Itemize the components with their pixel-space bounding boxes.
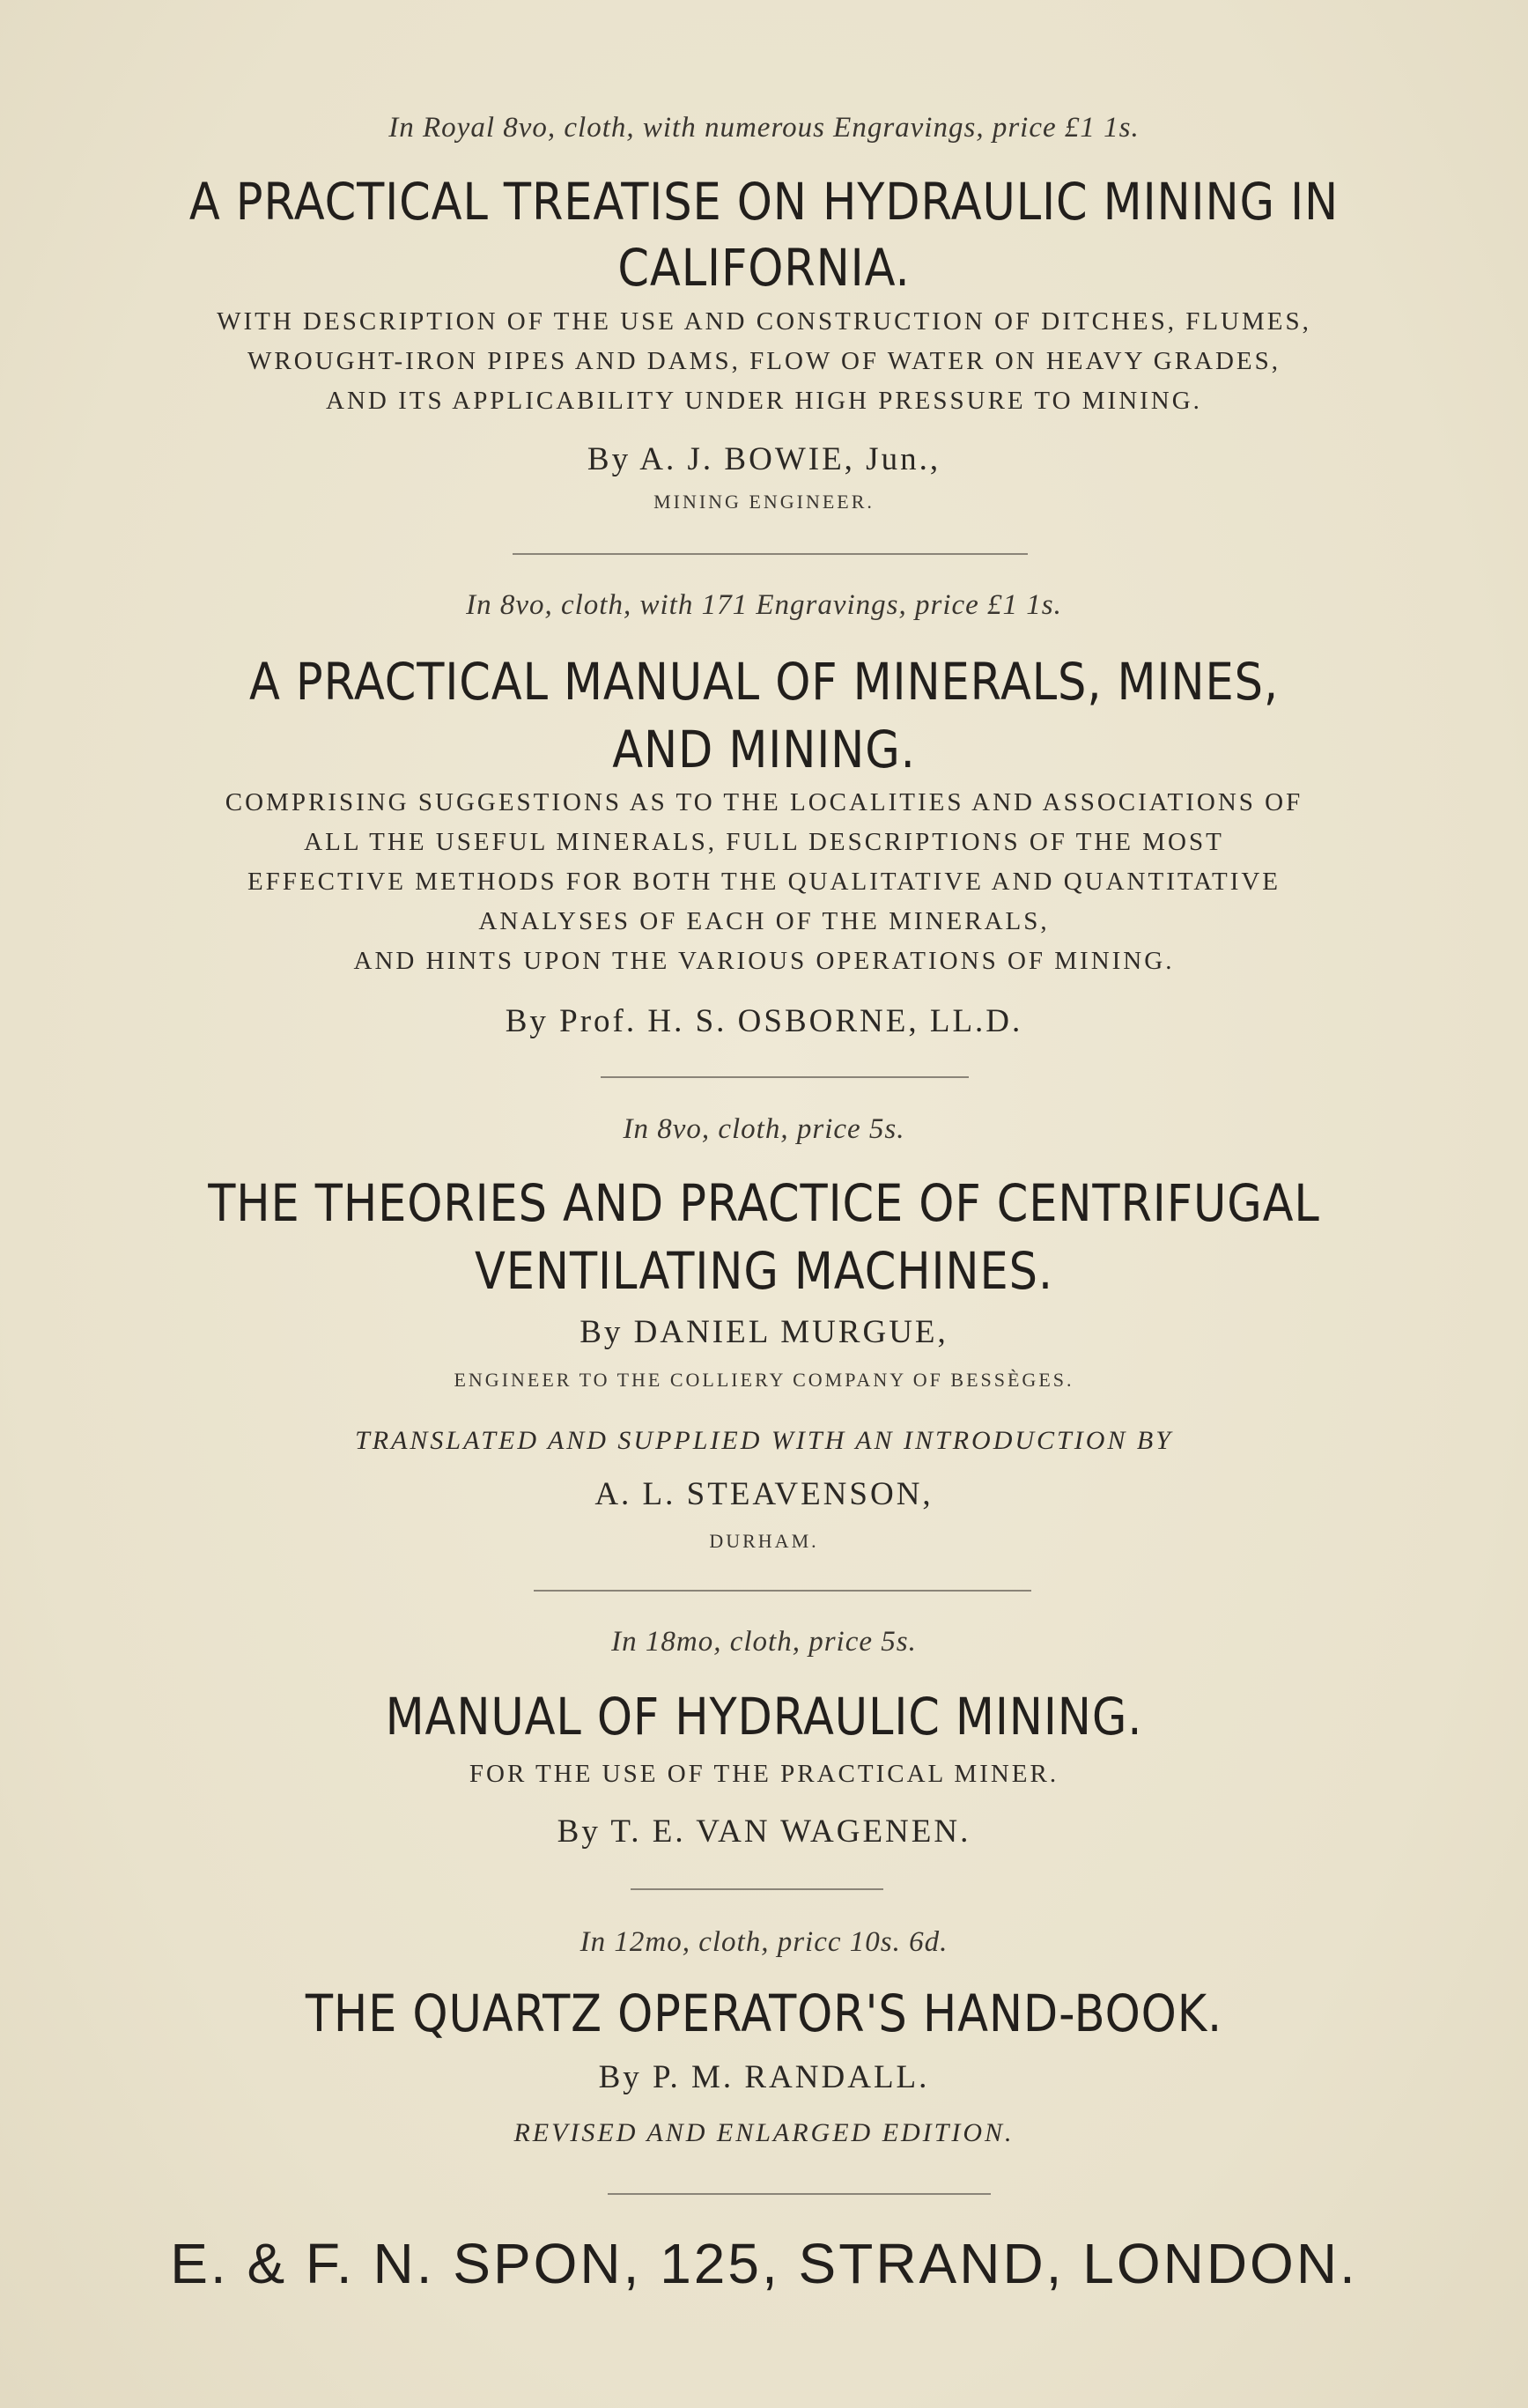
divider [601,1076,969,1078]
book-2-description-line-2: ALL THE USEFUL MINERALS, FULL DESCRIPTIONS OF THE MOST [304,828,1224,856]
book-4-subtitle: FOR THE USE OF THE PRACTICAL MINER. [469,1760,1059,1788]
book-2-description-line-5: AND HINTS UPON THE VARIOUS OPERATIONS OF MINING. [353,947,1175,975]
divider [631,1888,883,1890]
book-1-description-line-3: AND ITS APPLICABILITY UNDER HIGH PRESSURE TO MINING. [326,387,1202,415]
book-5-format-price: In 12mo, cloth, pricc 10s. 6d. [579,1926,949,1958]
book-3-translated-note: TRANSLATED AND SUPPLIED WITH AN INTRODUCTION BY [355,1426,1173,1455]
book-4-author: By T. E. VAN WAGENEN. [557,1813,971,1850]
divider [513,553,1028,555]
divider [534,1590,1031,1592]
book-2-description-line-3: EFFECTIVE METHODS FOR BOTH THE QUALITATIVE AND QUANTITATIVE [247,868,1281,896]
book-5-title: THE QUARTZ OPERATOR'S HAND-BOOK. [305,1983,1223,2043]
book-2-format-price: In 8vo, cloth, with 171 Engravings, price £1 1s. [466,589,1062,621]
book-1-format-price: In Royal 8vo, cloth, with numerous Engravings, price £1 1s. [388,112,1140,144]
book-1-title-line-1: A PRACTICAL TREATISE ON HYDRAULIC MINING IN [188,172,1340,232]
book-2-title-line-2: AND MINING. [612,720,916,779]
book-1-title-line-2: CALIFORNIA. [617,238,911,298]
book-1-description-line-2: WROUGHT-IRON PIPES AND DAMS, FLOW OF WATER ON HEAVY GRADES, [247,347,1281,375]
book-3-author: By DANIEL MURGUE, [579,1314,949,1350]
divider [608,2193,991,2195]
book-2-title-line-1: A PRACTICAL MANUAL OF MINERALS, MINES, [249,652,1279,712]
book-3-title-line-1: THE THEORIES AND PRACTICE OF CENTRIFUGAL [208,1173,1320,1233]
book-1-author-title: MINING ENGINEER. [653,491,875,513]
book-1-author: By A. J. BOWIE, Jun., [587,441,941,477]
book-4-format-price: In 18mo, cloth, price 5s. [611,1626,917,1658]
publisher-imprint: E. & F. N. SPON, 125, STRAND, LONDON. [170,2232,1358,2295]
book-3-title-line-2: VENTILATING MACHINES. [474,1241,1053,1301]
book-5-edition-note: REVISED AND ENLARGED EDITION. [513,2118,1015,2147]
book-2-description-line-1: COMPRISING SUGGESTIONS AS TO THE LOCALITIES AND ASSOCIATIONS OF [225,788,1303,816]
book-4-title: MANUAL OF HYDRAULIC MINING. [385,1687,1143,1747]
book-1-description-line-1: WITH DESCRIPTION OF THE USE AND CONSTRUCTION OF DITCHES, FLUMES, [217,307,1311,336]
book-2-description-line-4: ANALYSES OF EACH OF THE MINERALS, [478,907,1050,935]
book-3-format-price: In 8vo, cloth, price 5s. [623,1113,905,1145]
book-3-translator-place: DURHAM. [709,1530,819,1552]
book-3-author-title: ENGINEER TO THE COLLIERY COMPANY OF BESSÈGES. [454,1369,1074,1391]
book-3-translator: A. L. STEAVENSON, [594,1476,934,1512]
book-5-author: By P. M. RANDALL. [598,2059,930,2095]
book-2-author: By Prof. H. S. OSBORNE, LL.D. [505,1003,1023,1039]
